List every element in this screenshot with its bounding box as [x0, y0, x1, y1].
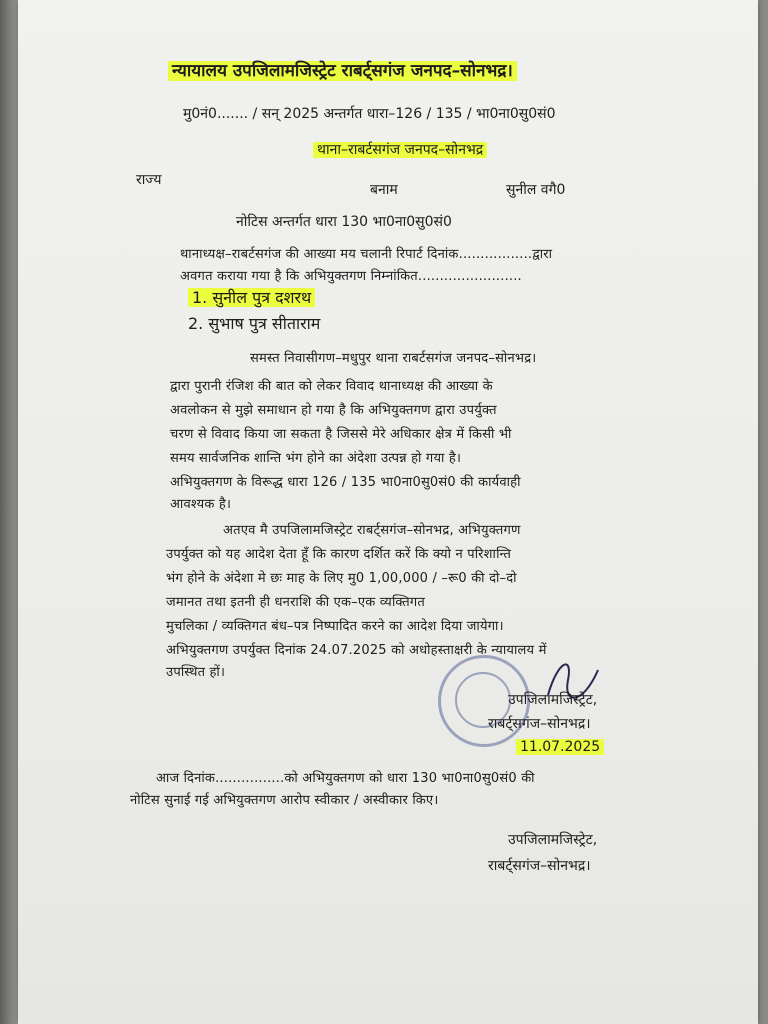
case-number-line: मु0नं0....... / सन् 2025 अन्तर्गत धारा–126 / 135 / भा0ना0सु0सं0: [183, 106, 556, 122]
para2-line: जमानत तथा इतनी ही धनराशि की एक–एक व्यक्तिगत: [166, 595, 426, 610]
para2-line: उपस्थित हों।: [166, 665, 226, 680]
footer-line-2: नोटिस सुनाई गई अभियुक्तगण आरोप स्वीकार / अस्वीकार किए।: [130, 793, 439, 808]
para2-line: अभियुक्तगण उपर्युक्त दिनांक 24.07.2025 को अधोहस्ताक्षरी के न्यायालय में: [166, 643, 547, 658]
party-versus: बनाम: [370, 182, 398, 198]
residence-line: समस्त निवासीगण–मधुपुर थाना राबर्टसगंज जनपद–सोनभद्र।: [250, 351, 537, 366]
party-state: राज्य: [136, 172, 162, 188]
page-edge-shadow: [0, 0, 18, 1024]
para1-line: समय सार्वजनिक शान्ति भंग होने का अंदेशा उत्पन्न हो गया है।: [170, 451, 462, 466]
para1-line: द्वारा पुरानी रंजिश की बात को लेकर विवाद थानाध्यक्ष की आख्या के: [170, 379, 493, 394]
signatory-office-2: राबर्ट्सगंज–सोनभद्र।: [488, 858, 591, 874]
para1-line: आवश्यक है।: [170, 497, 232, 512]
notice-title: नोटिस अन्तर्गत धारा 130 भा0ना0सु0सं0: [236, 214, 452, 230]
police-station-line: थाना–राबर्टसगंज जनपद–सोनभद्र: [313, 140, 487, 159]
order-date: 11.07.2025: [516, 739, 604, 755]
accused-item-2: 2. सुभाष पुत्र सीताराम: [188, 314, 321, 333]
party-accused: सुनील वगै0: [506, 182, 566, 198]
footer-line-1: आज दिनांक................को अभियुक्तगण को धारा 130 भा0ना0सु0सं0 की: [156, 771, 535, 786]
intro-line-1: थानाध्यक्ष–राबर्टसगंज की आख्या मय चलानी रिपार्ट दिनांक.................द्वारा: [180, 247, 553, 262]
para1-line: अवलोकन से मुझे समाधान हो गया है कि अभियुक्तगण द्वारा उपर्युक्त: [170, 403, 497, 418]
signatory-office-1: राबर्ट्सगंज–सोनभद्र।: [488, 716, 591, 732]
para1-line: अभियुक्तगण के विरूद्ध धारा 126 / 135 भा0ना0सु0सं0 की कार्यवाही: [170, 475, 521, 490]
signatory-title-1: उपजिलामजिस्ट्रेट,: [508, 692, 598, 708]
signatory-title-2: उपजिलामजिस्ट्रेट,: [508, 832, 598, 848]
para1-line: चरण से विवाद किया जा सकता है जिससे मेरे अधिकार क्षेत्र में किसी भी: [170, 427, 512, 442]
para2-line: उपर्युक्त को यह आदेश देता हूँ कि कारण दर्शित करें कि क्यो न परिशान्ति: [166, 547, 512, 562]
para2-line: मुचलिका / व्यक्तिगत बंध–पत्र निष्पादित करने का आदेश दिया जायेगा।: [166, 619, 504, 634]
accused-item-1: 1. सुनील पुत्र दशरथ: [188, 286, 315, 308]
court-title: न्यायालय उपजिलामजिस्ट्रेट राबर्ट्सगंज जनपद–सोनभद्र।: [168, 58, 517, 81]
notice-document: [18, 0, 758, 1024]
para2-line: अतएव मै उपजिलामजिस्ट्रेट राबर्ट्सगंज–सोनभद्र, अभियुक्तगण: [223, 523, 521, 538]
intro-line-2: अवगत कराया गया है कि अभियुक्तगण निम्नांकित........................: [180, 269, 522, 284]
para2-line: भंग होने के अंदेशा मे छः माह के लिए मु0 1,00,000 / –रू0 की दो–दो: [166, 571, 517, 586]
